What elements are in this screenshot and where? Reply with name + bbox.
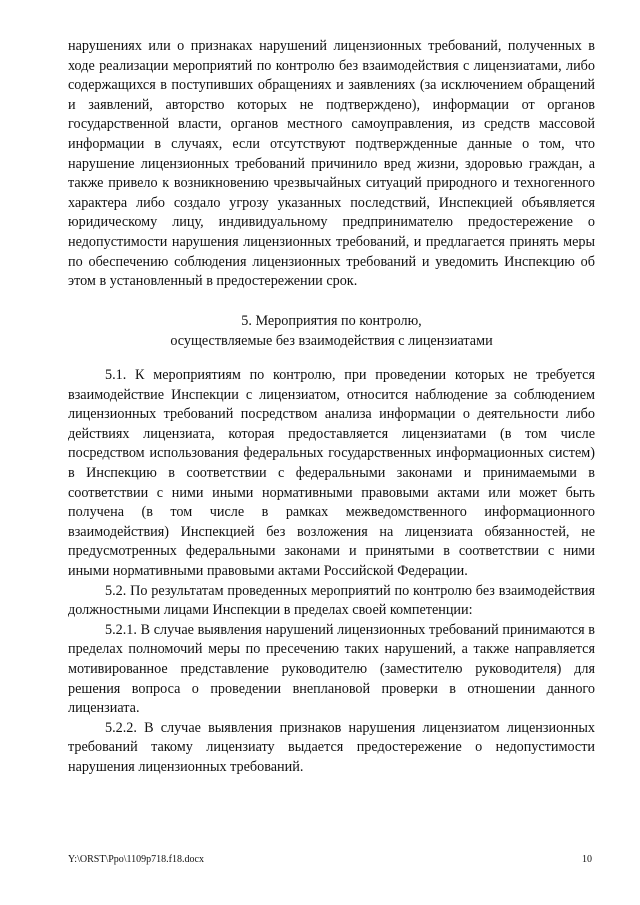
- footer-file-path: Y:\ORST\Ppo\1109p718.f18.docx: [68, 854, 204, 865]
- section-title-line1: 5. Мероприятия по контролю,: [241, 313, 422, 329]
- top-paragraph: нарушениях или о признаках нарушений лицензионных требований, полученных в ходе реализации мероприятий по контролю без взаимодействия с лицензиатами, либо содержащихся в поступивших обращениях и заявлениях (за исключением обращений и заявлений, авторство которых не подтверждено), информации от органов государственной власти, органов местного самоуправления, из средств массовой информации в случаях, если отсутствуют подтвержденные данные о том, что нарушение лицензионных требований причинило вред жизни, здоровью граждан, а также привело к возникновению чрезвычайных ситуаций природного и техногенного характера либо создало угрозу указанных последствий, Инспекцией объявляется юридическому лицу, индивидуальному предпринимателю предостережение о недопустимости нарушения лицензионных требований, и предлагается принять меры по обеспечению соблюдения лицензионных требований и уведомить Инспекцию об этом в установленный в предостережении срок.: [68, 38, 595, 290]
- section-heading: [68, 312, 595, 351]
- paragraph-5-2-1: 5.2.1. В случае выявления нарушений лицензионных требований принимаются в пределах полномочий меры по пресечению таких нарушений, а также направляется мотивированное представление руководителю (заместителю руководителя) для решения вопроса о проведении внеплановой проверки в отношении данного лицензиата.: [68, 621, 595, 717]
- paragraph-5-2-2: 5.2.2. В случае выявления признаков нарушения лицензиатом лицензионных требований такому лицензиату выдается предостережение о недопустимости нарушения лицензионных требований.: [68, 719, 595, 775]
- body-section-5: [68, 366, 595, 777]
- body-top: [68, 37, 595, 292]
- footer-page-number: 10: [582, 854, 592, 865]
- paragraph-5-1: 5.1. К мероприятиям по контролю, при проведении которых не требуется взаимодействие Инспекции с лицензиатом, относится наблюдение за соблюдением лицензионных требований посредством анализа информации о деятельности либо действиях лицензиата, которая предоставляется лицензиатами (в том числе посредством использования федеральных государственных информационных систем) в Инспекцию в соответствии с федеральными законами и принимаемыми в соответствии с ними иными нормативными правовыми актами или может быть получена (в том числе в рамках межведомственного информационного взаимодействия) Инспекцией без возложения на лицензиата обязанностей, не предусмотренных федеральными законами и принятыми в соответствии с ними иными нормативными правовыми актами Российской Федерации.: [68, 367, 595, 579]
- section-title-line2: осуществляемые без взаимодействия с лицензиатами: [170, 332, 493, 349]
- paragraph-5-2: 5.2. По результатам проведенных мероприятий по контролю без взаимодействия должностными лицами Инспекции в пределах своей компетенции:: [68, 582, 595, 619]
